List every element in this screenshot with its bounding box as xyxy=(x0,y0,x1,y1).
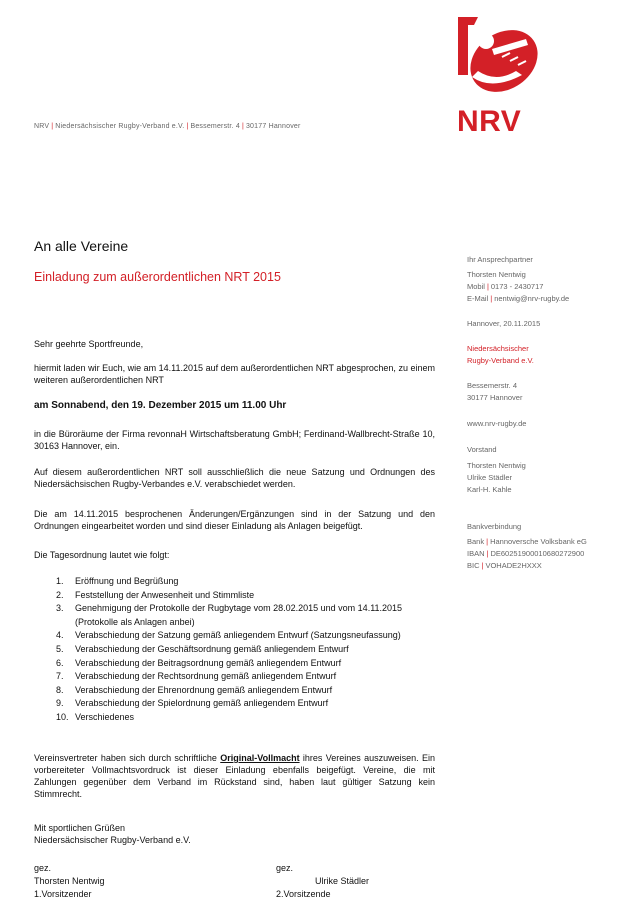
rugby-ball-logo-icon xyxy=(452,13,544,105)
signature-left-gez: gez. xyxy=(34,863,52,873)
paragraph-proxy: Vereinsvertreter haben sich durch schriftliche Original-Vollmacht ihres Vereines auszuweisen. Ein vorbereiteter Vollmachtsvordruck ist dieser Einladung ebenfalls beigefügt. Vereine, die mit Zahlungen gegenüber dem Verband im Rückstand sind, haben laut gültiger Satzung kein Stimmrecht. xyxy=(34,753,435,799)
paragraph-location: in die Büroräume der Firma revonnaH Wirtschaftsberatung GmbH; Ferdinand-Wallbrecht-Straße 10, 30163 Hannover, ein. xyxy=(34,429,435,451)
signature-right-role: 2.Vorsitzende xyxy=(276,889,331,899)
address-street: Bessemerstr. 4 xyxy=(467,381,518,390)
board-member: Thorsten Nentwig xyxy=(467,461,526,470)
agenda-item: 7. Verabschiedung der Rechtsordnung gemäß anliegendem Entwurf xyxy=(56,671,337,682)
paragraph-invitation: hiermit laden wir Euch, wie am 14.11.2015 auf dem außerordentlichen NRT abgesprochen, zu einem weiteren außerordentlichen NRT xyxy=(34,363,435,385)
sender-street: Bessemerstr. 4 xyxy=(190,123,240,130)
agenda-item: 5. Verabschiedung der Geschäftsordnung gemäß anliegendem Entwurf xyxy=(56,643,349,654)
sidebar-board xyxy=(467,444,627,496)
agenda-item: 6. Verabschiedung der Beitragsordnung gemäß anliegendem Entwurf xyxy=(56,657,342,668)
board-member: Ulrike Städler xyxy=(467,473,513,482)
sender-name: Niedersächsischer Rugby-Verband e.V. xyxy=(55,123,185,130)
subject-line: Einladung zum außerordentlichen NRT 2015 xyxy=(34,270,281,284)
sender-org: NRV xyxy=(34,123,50,130)
sender-city: 30177 Hannover xyxy=(245,123,301,130)
agenda-intro: Die Tagesordnung lautet wie folgt: xyxy=(34,550,170,560)
sender-line: NRV | Niedersächsischer Rugby-Verband e.V. | Bessemerstr. 4 | 30177 Hannover xyxy=(34,123,301,130)
sidebar-contact xyxy=(467,254,627,305)
bank-name: Bank | Hannoversche Volksbank eG xyxy=(467,537,587,546)
sidebar-address xyxy=(467,380,627,404)
signature-right-gez: gez. xyxy=(276,863,294,873)
recipient: An alle Vereine xyxy=(34,238,129,254)
agenda-item: 10. Verschiedenes xyxy=(56,711,135,722)
logo-text: NRV xyxy=(457,105,522,138)
contact-title: Ihr Ansprechpartner xyxy=(467,255,533,264)
contact-mobile: Mobil | 0173 - 2430717 xyxy=(467,282,544,291)
paragraph-purpose: Auf diesem außerordentlichen NRT soll ausschließlich die neue Satzung und Ordnungen des Niedersächsischen Rugby-Verbandes e.V. verabschiedet werden. xyxy=(34,467,435,489)
sidebar-bank xyxy=(467,521,627,572)
agenda-item: 4. Verabschiedung der Satzung gemäß anliegendem Entwurf (Satzungsneufassung) xyxy=(56,630,401,641)
salutation: Sehr geehrte Sportfreunde, xyxy=(34,339,144,349)
agenda-item: 2. Feststellung der Anwesenheit und Stimmliste xyxy=(56,589,255,600)
board-member: Karl-H. Kahle xyxy=(467,485,512,494)
agenda-list xyxy=(56,575,436,725)
agenda-item: 1. Eröffnung und Begrüßung xyxy=(56,576,179,586)
bank-bic: BIC | VOHADE2HXXX xyxy=(467,561,542,570)
meeting-date: am Sonnabend, den 19. Dezember 2015 um 11.00 Uhr xyxy=(34,400,287,411)
address-city: 30177 Hannover xyxy=(467,393,523,402)
proxy-emphasis: Original-Vollmacht xyxy=(220,753,300,763)
agenda-item: 3. Genehmigung der Protokolle der Rugbytage vom 28.02.2015 und vom 14.11.2015 (Protokolle als Anlagen anbei) xyxy=(56,603,403,627)
closing-greeting: Mit sportlichen Grüßen xyxy=(34,823,126,833)
contact-name: Thorsten Nentwig xyxy=(467,270,526,279)
org-line-1: Niedersächsischer xyxy=(467,344,529,353)
board-title: Vorstand xyxy=(467,445,497,454)
signature-right-name: Ulrike Städler xyxy=(315,876,370,886)
contact-email: E-Mail | nentwig@nrv-rugby.de xyxy=(467,294,570,303)
signature-left-role: 1.Vorsitzender xyxy=(34,889,92,899)
paragraph-changes: Die am 14.11.2015 besprochenen Änderungen/Ergänzungen sind in der Satzung und den Ordnungen eingearbeitet worden und sind dieser Einladung als Anlagen beigefügt. xyxy=(34,509,435,531)
website: www.nrv-rugby.de xyxy=(467,419,527,428)
bank-iban: IBAN | DE60251900010680272900 xyxy=(467,549,585,558)
nrv-logo xyxy=(452,13,544,138)
agenda-item: 8. Verabschiedung der Ehrenordnung gemäß anliegendem Entwurf xyxy=(56,684,333,695)
sidebar-org xyxy=(467,343,627,367)
bank-title: Bankverbindung xyxy=(467,522,522,531)
agenda-item: 9. Verabschiedung der Spielordnung gemäß anliegendem Entwurf xyxy=(56,698,329,709)
signature-left-name: Thorsten Nentwig xyxy=(34,876,105,886)
closing-org: Niedersächsischer Rugby-Verband e.V. xyxy=(34,835,191,845)
org-line-2: Rugby-Verband e.V. xyxy=(467,356,534,365)
letter-date: Hannover, 20.11.2015 xyxy=(467,319,541,328)
